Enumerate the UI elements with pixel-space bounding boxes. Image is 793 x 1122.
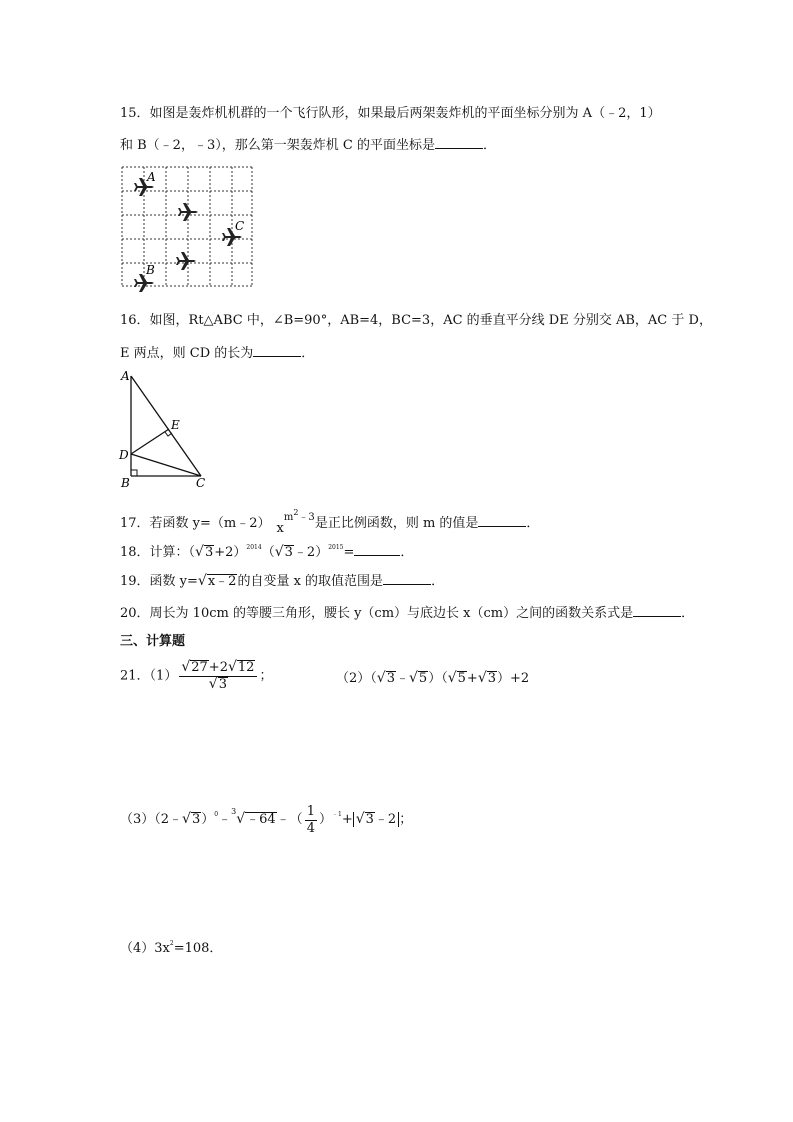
q16-line2 — [120, 344, 314, 362]
q21-p3-exp0: 0 — [214, 811, 219, 818]
q17-end: ． — [526, 516, 540, 531]
q16-label-c: C — [196, 476, 206, 490]
q21-p3-minus1: ﹣ — [218, 812, 232, 827]
q21-p2-rad1: 3 — [386, 671, 395, 686]
sqrt-symbol-icon: √ — [181, 659, 191, 675]
q16-line1: 16．如图，Rt△ABC 中，∠B=90°，AB=4，BC=3，AC 的垂直平分线 DE 分别交 AB，AC 于 D， — [120, 313, 712, 328]
q21-p3-plus: + — [341, 812, 353, 827]
q21-p1-den-rad: 3 — [218, 677, 227, 692]
q21-p3-label: （3）（2﹣ — [120, 812, 183, 827]
sqrt-symbol-icon: √ — [182, 811, 191, 827]
plane-4-icon — [176, 252, 196, 270]
q21-p4-post: =108． — [173, 941, 223, 956]
q18-rad1: 3 — [204, 545, 214, 560]
sqrt-symbol-icon: √ — [274, 544, 284, 560]
q21-p3-abs-tail: ﹣2 — [374, 812, 397, 827]
q21-p2-rad2: 5 — [418, 671, 428, 686]
q15-answer-blank — [435, 136, 483, 149]
q18-mid3: ﹣2） — [293, 545, 329, 560]
q19-post: 的自变量 x 的取值范围是 — [237, 574, 384, 589]
sqrt-symbol-icon: √ — [195, 544, 204, 560]
q21-p3-close: ） — [201, 812, 215, 827]
q21-p1-num-plus: +2 — [208, 660, 228, 675]
q18-exp2: 2015 — [328, 544, 344, 551]
cube-root-symbol-icon: √ — [236, 811, 246, 827]
sqrt-symbol-icon: √ — [208, 676, 218, 692]
q15-line1: 15．如图是轰炸机机群的一个飞行队形，如果最后两架轰炸机的平面坐标分别为 A（﹣2，1） — [120, 106, 661, 121]
q21-part4 — [120, 936, 222, 957]
q18-mid2: （ — [261, 545, 275, 560]
q21-p2-mid: ）（ — [428, 671, 448, 686]
q20-text: 20．周长为 10cm 的等腰三角形，腰长 y（cm）与底边长 x（cm）之间的函数关系式是 — [120, 606, 634, 621]
q17-answer-blank — [478, 514, 526, 527]
q17-exp-m: m — [283, 512, 294, 523]
q16-label-e: E — [171, 418, 180, 432]
q21-p3-close2: ） — [318, 812, 332, 827]
q17-pre: 17．若函数 y=（m﹣2） — [120, 516, 271, 531]
q21-p3-frac-num: 1 — [306, 803, 315, 819]
q15-formation-grid-figure — [118, 162, 258, 292]
q18-pre: 18．计算：（ — [120, 545, 196, 560]
q17-exp-2: 2 — [293, 508, 299, 517]
sqrt-symbol-icon: √ — [447, 670, 457, 686]
q17-post: 是正比例函数，则 m 的值是 — [314, 516, 479, 531]
q15-line2 — [120, 136, 496, 154]
segment-dc — [131, 454, 201, 476]
sqrt-symbol-icon: √ — [197, 573, 207, 589]
q21-p2-label: （2）（ — [336, 671, 377, 686]
q21-p4-exp: 2 — [169, 940, 174, 947]
plane-2-icon — [178, 203, 198, 221]
q21-p3-rad1: 3 — [191, 812, 201, 827]
segment-de — [131, 429, 169, 454]
q15-line2-end: ． — [482, 138, 496, 153]
q21-p3-abs-rad: 3 — [365, 812, 374, 827]
right-angle-mark-b — [131, 470, 137, 476]
q17-base-x: x — [276, 521, 284, 536]
q21-p1-num-rad1: 27 — [191, 660, 208, 675]
q21-p2-plus: + — [466, 671, 478, 686]
q16-triangle-figure — [116, 366, 216, 490]
sqrt-symbol-icon: √ — [376, 670, 386, 686]
q21-p2-rad3: 5 — [457, 671, 466, 686]
section-3-heading: 三、计算题 — [120, 634, 186, 649]
q21-p3-minus2: ﹣（ — [276, 812, 303, 827]
q21-p3-end: ； — [399, 812, 413, 827]
q19-end: ． — [431, 574, 445, 589]
q21-part3 — [120, 802, 412, 836]
q17-line — [120, 505, 539, 537]
sqrt-symbol-icon: √ — [355, 811, 365, 827]
q16-answer-blank — [253, 344, 301, 357]
q18-answer-blank — [354, 543, 400, 556]
q16-line2-text: E 两点，则 CD 的长为 — [120, 346, 254, 361]
q19-rad: x﹣2 — [207, 574, 237, 589]
q17-exp-tail: ﹣3 — [298, 512, 315, 523]
q15-line2-text: 和 B（﹣2，﹣3），那么第一架轰炸机 C 的平面坐标是 — [120, 138, 435, 153]
q18-end: ． — [400, 545, 414, 560]
q19-pre: 19．函数 y= — [120, 574, 198, 589]
q20-answer-blank — [633, 604, 681, 617]
q21-p3-fraction — [305, 804, 317, 836]
q21-p2-rad4: 3 — [487, 671, 497, 686]
q21-p1-denominator — [179, 677, 257, 692]
segment-ac — [131, 376, 201, 476]
q15-label-c: C — [235, 219, 245, 233]
q21-p1-end: ； — [259, 668, 273, 684]
sqrt-symbol-icon: √ — [409, 670, 418, 686]
q21-p1-label: 21．（1） — [120, 668, 178, 684]
q15-grid-lines — [122, 167, 252, 286]
q19-answer-blank — [383, 572, 431, 585]
q15-label-a: A — [147, 170, 156, 184]
q21-p2-end: ）+2 — [497, 671, 530, 686]
q21-p4-pre: （4）3x — [120, 941, 170, 956]
q18-rad2: 3 — [284, 545, 293, 560]
q21-part2 — [336, 670, 529, 687]
q21-part1 — [120, 660, 272, 692]
q18-eq: = — [343, 545, 355, 560]
q21-p3-root-index: 3 — [231, 807, 237, 816]
q18-mid1: +2） — [214, 545, 247, 560]
sqrt-symbol-icon: √ — [227, 659, 237, 675]
q21-p2-minus: ﹣ — [395, 671, 409, 686]
q16-label-d: D — [119, 448, 129, 462]
q16-line2-end: ． — [301, 346, 315, 361]
q15-label-b: B — [146, 263, 155, 277]
q18-line — [120, 540, 413, 561]
sqrt-symbol-icon: √ — [477, 670, 487, 686]
q21-p1-num-rad2: 12 — [237, 660, 255, 675]
q20-end: ． — [681, 606, 695, 621]
q21-p1-numerator — [179, 660, 257, 677]
q20-line — [120, 604, 694, 622]
q21-p3-exp-neg: ﹣1 — [331, 811, 342, 818]
q21-p3-absolute-value — [353, 812, 399, 827]
q21-p3-cube-radicand: ﹣64 — [246, 812, 276, 827]
q16-label-a: A — [121, 369, 130, 383]
q19-line — [120, 572, 444, 590]
q18-exp1: 2014 — [246, 544, 262, 551]
q16-label-b: B — [121, 476, 130, 490]
q21-p1-fraction — [179, 660, 257, 692]
q21-p3-frac-den: 4 — [306, 820, 315, 836]
